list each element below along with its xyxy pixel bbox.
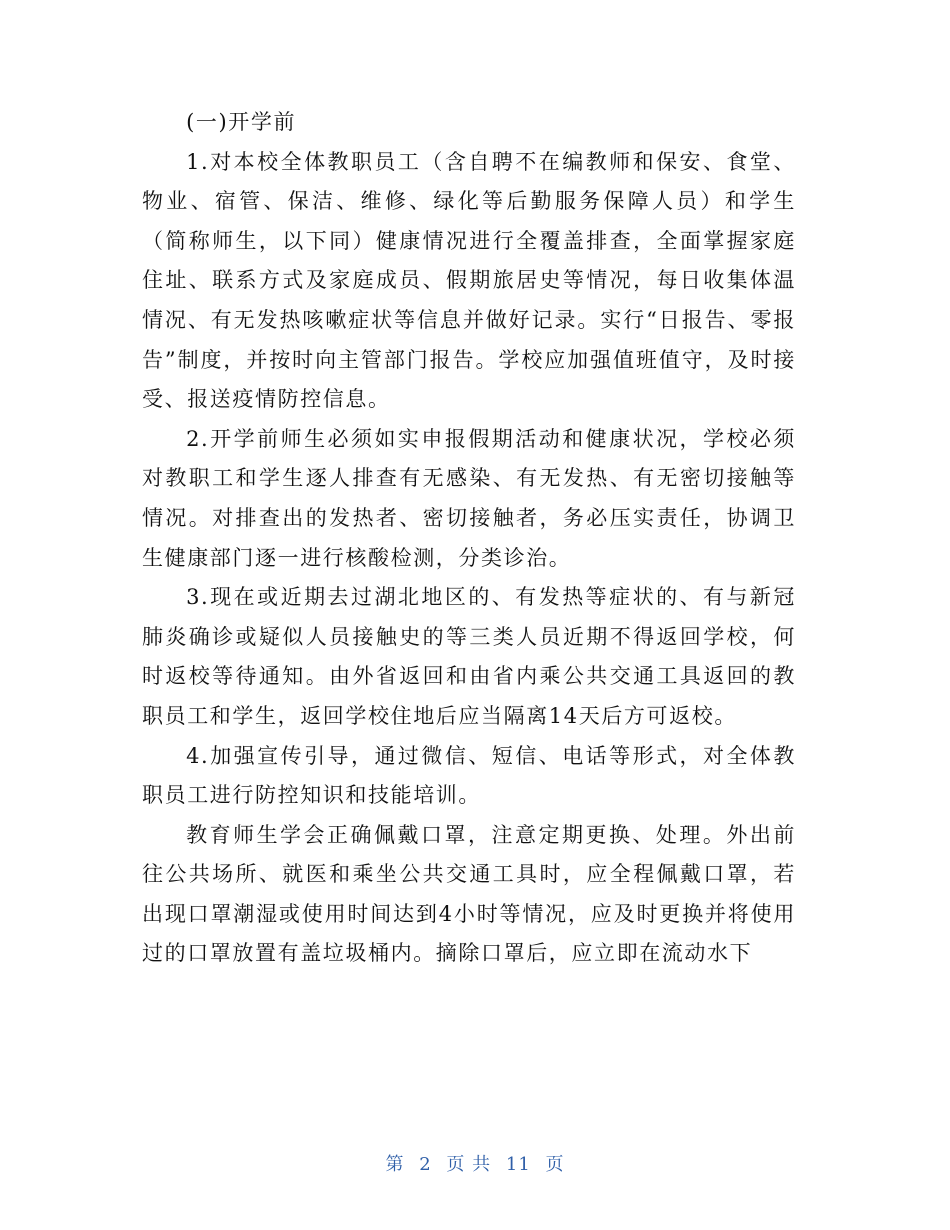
- section-heading: (一)开学前: [186, 110, 297, 134]
- footer-middle: 页 共: [446, 1154, 492, 1175]
- paragraph-4: 4.加强宣传引导，通过微信、短信、电话等形式，对全体教职员工进行防控知识和技能培训。: [142, 743, 796, 808]
- document-body: [142, 103, 796, 974]
- paragraph-1: 1.对本校全体教职员工（含自聘不在编教师和保安、食堂、物业、宿管、保洁、维修、绿化等后勤服务保障人员）和学生（简称师生，以下同）健康情况进行全覆盖排查，全面掌握家庭住址、联系方式及家庭成员、假期旅居史等情况，每日收集体温情况、有无发热咳嗽症状等信息并做好记录。实行“日报告、零报告”制度，并按时向主管部门报告。学校应加强值班值守，及时接受、报送疫情防控信息。: [142, 149, 796, 412]
- footer-prefix: 第: [385, 1154, 405, 1175]
- footer-suffix: 页: [545, 1154, 565, 1175]
- paragraph-5: 教育师生学会正确佩戴口罩，注意定期更换、处理。外出前往公共场所、就医和乘坐公共交通工具时，应全程佩戴口罩，若出现口罩潮湿或使用时间达到4小时等情况，应及时更换并将使用过的口罩放置有盖垃圾桶内。摘除口罩后，应立即在流动水下: [142, 822, 796, 966]
- footer-page-number: 2: [419, 1154, 432, 1175]
- page-footer: [0, 1150, 950, 1176]
- paragraph-2: 2.开学前师生必须如实申报假期活动和健康状况，学校必须对教职工和学生逐人排查有无感染、有无发热、有无密切接触等情况。对排查出的发热者、密切接触者，务必压实责任，协调卫生健康部门逐一进行核酸检测，分类诊治。: [142, 426, 796, 570]
- footer-total-pages: 11: [505, 1154, 531, 1175]
- paragraph-3: 3.现在或近期去过湖北地区的、有发热等症状的、有与新冠肺炎确诊或疑似人员接触史的等三类人员近期不得返回学校，何时返校等待通知。由外省返回和由省内乘公共交通工具返回的教职员工和学生，返回学校住地后应当隔离14天后方可返校。: [142, 585, 796, 728]
